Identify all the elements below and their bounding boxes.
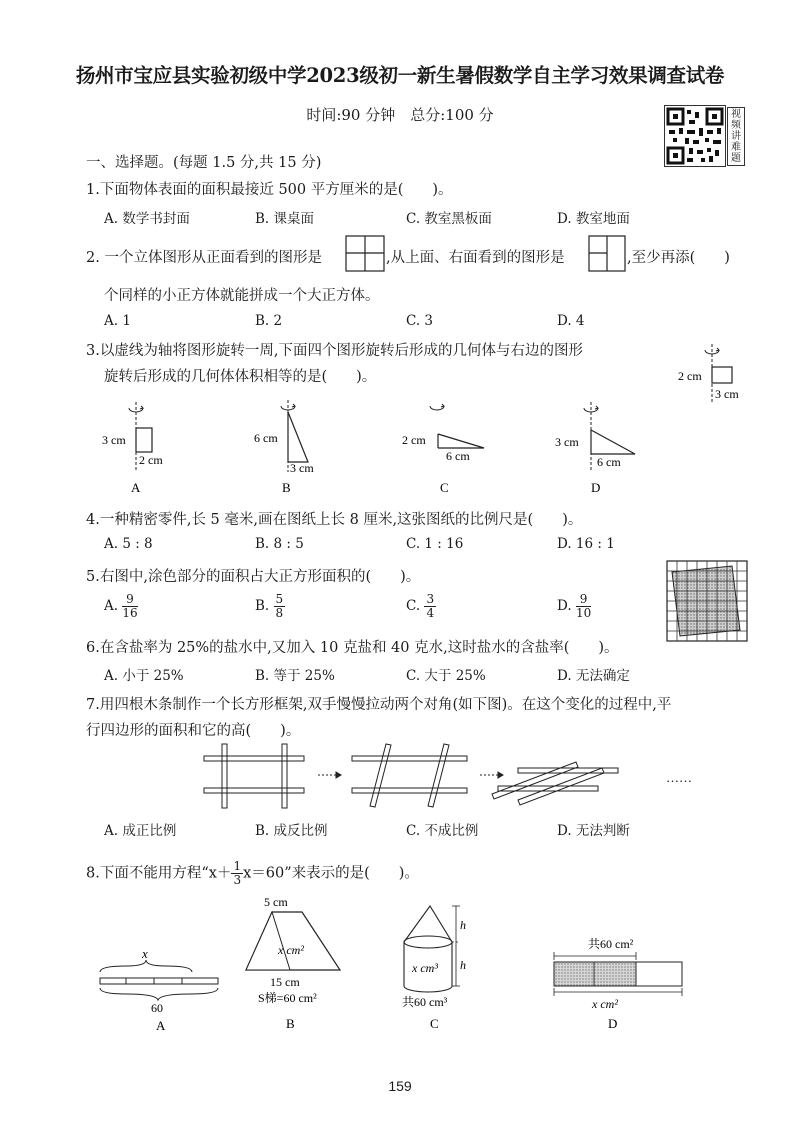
q5-d-fraction: $\frac{9}{10}$ — [575, 592, 592, 620]
q3-d-bottom-label: 6 cm — [597, 455, 621, 469]
q2-option-b[interactable]: B. 2 — [255, 313, 283, 329]
q2-option-d[interactable]: D. 4 — [557, 313, 585, 329]
qr-label: 视频讲难题 — [727, 107, 745, 166]
q8-a-label[interactable]: A — [156, 1018, 166, 1033]
section-heading: 一、选择题。(每题 1.5 分,共 15 分) — [86, 155, 322, 171]
q4-option-a[interactable]: A. 5 : 8 — [104, 536, 153, 552]
question-2-part2: ,从上面、右面看到的图形是 — [386, 250, 565, 266]
q2-option-c[interactable]: C. 3 — [406, 313, 434, 329]
q8-figure-c — [392, 900, 482, 1034]
top-view-figure — [588, 235, 626, 272]
q3-figure-d — [553, 396, 653, 496]
q7-option-c[interactable]: C. 不成比例 — [406, 823, 479, 839]
q7-option-a[interactable]: A. 成正比例 — [104, 823, 177, 839]
question-1: 1.下面物体表面的面积最接近 500 平方厘米的是( )。 — [86, 182, 453, 198]
q5-d-letter: D. — [557, 598, 572, 614]
front-view-figure — [345, 235, 385, 272]
q6-option-c[interactable]: C. 大于 25% — [406, 668, 486, 684]
question-8 — [86, 860, 419, 887]
q3-ref-width-label: 2 cm — [678, 369, 702, 383]
question-3-line2: 旋转后形成的几何体体积相等的是( )。 — [104, 369, 377, 385]
q8-fraction: $\frac{1}{3}$ — [233, 859, 242, 887]
q8-c-mid-label: x cm³ — [412, 961, 438, 975]
q8-text-b: x＝60”来表示的是( )。 — [243, 865, 419, 882]
q6-option-d[interactable]: D. 无法确定 — [557, 668, 630, 684]
q2-option-a[interactable]: A. 1 — [104, 313, 131, 329]
q8-d-label[interactable]: D — [608, 1016, 618, 1031]
q8-c-label[interactable]: C — [430, 1016, 439, 1031]
q3-a-bottom-label: 2 cm — [139, 453, 163, 467]
q8-c-h2-label: h — [460, 958, 466, 972]
q5-c-fraction: $\frac{3}{4}$ — [426, 592, 435, 620]
q6-option-b[interactable]: B. 等于 25% — [255, 668, 335, 684]
q5-a-fraction: $\frac{9}{16}$ — [122, 592, 138, 620]
qr-code-icon[interactable] — [664, 105, 726, 167]
q3-c-label[interactable]: C — [440, 480, 449, 495]
q8-c-h1-label: h — [460, 918, 466, 932]
q8-b-bottom-label: 15 cm — [270, 975, 300, 989]
question-4: 4.一种精密零件,长 5 毫米,画在图纸上长 8 厘米,这张图纸的比例尺是( )。 — [86, 512, 583, 528]
q5-grid-figure — [666, 560, 748, 642]
q5-option-a[interactable] — [104, 593, 138, 620]
question-7-line1: 7.用四根木条制作一个长方形框架,双手慢慢拉动两个对角(如下图)。在这个变化的过程中,平 — [86, 697, 672, 713]
q8-a-x-label: x — [142, 946, 148, 961]
q6-option-a[interactable]: A. 小于 25% — [104, 668, 184, 684]
q3-figure-a — [100, 396, 180, 496]
q8-figure-b — [240, 892, 350, 1034]
q3-figure-b — [252, 396, 332, 496]
q1-option-c[interactable]: C. 教室黑板面 — [406, 211, 492, 227]
q8-figure-d — [546, 930, 686, 1034]
q3-reference-figure — [674, 338, 754, 406]
q7-option-d[interactable]: D. 无法判断 — [557, 823, 630, 839]
q3-c-left-label: 2 cm — [402, 433, 426, 447]
q8-d-bottom-label: x cm² — [592, 997, 618, 1011]
q4-option-c[interactable]: C. 1 : 16 — [406, 536, 464, 552]
q1-option-b[interactable]: B. 课桌面 — [255, 211, 315, 227]
q5-a-letter: A. — [104, 598, 119, 614]
q7-frame-figure — [200, 742, 720, 812]
question-2-part4: 个同样的小正方体就能拼成一个大正方体。 — [104, 288, 380, 304]
q5-option-b[interactable] — [255, 593, 285, 620]
question-3-line1: 3.以虚线为轴将图形旋转一周,下面四个图形旋转后形成的几何体与右边的图形 — [86, 343, 583, 359]
q5-option-d[interactable] — [557, 593, 591, 620]
q3-a-left-label: 3 cm — [102, 433, 126, 447]
exam-info: 时间:90 分钟 总分:100 分 — [306, 106, 494, 124]
q3-b-bottom-label: 3 cm — [290, 461, 314, 475]
page-title: 扬州市宝应县实验初级中学2023级初一新生暑假数学自主学习效果调查试卷 — [75, 64, 725, 87]
q8-a-total-label: 60 — [151, 1001, 163, 1015]
q8-text-a: 8.下面不能用方程“x＋ — [86, 865, 232, 882]
q5-option-c[interactable] — [406, 593, 436, 620]
q5-b-letter: B. — [255, 598, 270, 614]
page-number: 159 — [388, 1078, 412, 1094]
q1-option-d[interactable]: D. 教室地面 — [557, 211, 630, 227]
question-2-part1: 2. 一个立体图形从正面看到的图形是 — [86, 250, 322, 266]
q8-b-mid-label: x cm² — [278, 943, 304, 957]
q7-ellipsis: …… — [666, 770, 692, 785]
q5-c-letter: C. — [406, 598, 421, 614]
q3-figure-c — [400, 396, 500, 496]
q1-option-a[interactable]: A. 数学书封面 — [104, 211, 190, 227]
q8-d-top-label: 共60 cm² — [588, 937, 634, 951]
q3-c-bottom-label: 6 cm — [446, 449, 470, 463]
q8-b-top-label: 5 cm — [264, 895, 288, 909]
q8-b-area-label: S梯=60 cm² — [258, 991, 317, 1005]
q8-c-total-label: 共60 cm³ — [402, 995, 448, 1009]
question-5: 5.右图中,涂色部分的面积占大正方形面积的( )。 — [86, 569, 421, 585]
question-6: 6.在含盐率为 25%的盐水中,又加入 10 克盐和 40 克水,这时盐水的含盐率( )。 — [86, 640, 619, 656]
q3-ref-height-label: 3 cm — [715, 387, 739, 401]
q4-option-d[interactable]: D. 16 : 1 — [557, 536, 615, 552]
q7-option-b[interactable]: B. 成反比例 — [255, 823, 328, 839]
q8-b-label[interactable]: B — [286, 1016, 295, 1031]
q5-b-fraction: $\frac{5}{8}$ — [275, 592, 284, 620]
question-7-line2: 行四边形的面积和它的高( )。 — [86, 723, 301, 739]
q4-option-b[interactable]: B. 8 : 5 — [255, 536, 304, 552]
q3-b-label[interactable]: B — [282, 480, 291, 495]
q3-a-label[interactable]: A — [131, 480, 141, 495]
q3-d-label[interactable]: D — [591, 480, 601, 495]
question-2-part3: ,至少再添( ) — [627, 250, 730, 266]
q3-d-left-label: 3 cm — [555, 435, 579, 449]
q8-figure-a — [96, 942, 226, 1034]
q3-b-left-label: 6 cm — [254, 431, 278, 445]
